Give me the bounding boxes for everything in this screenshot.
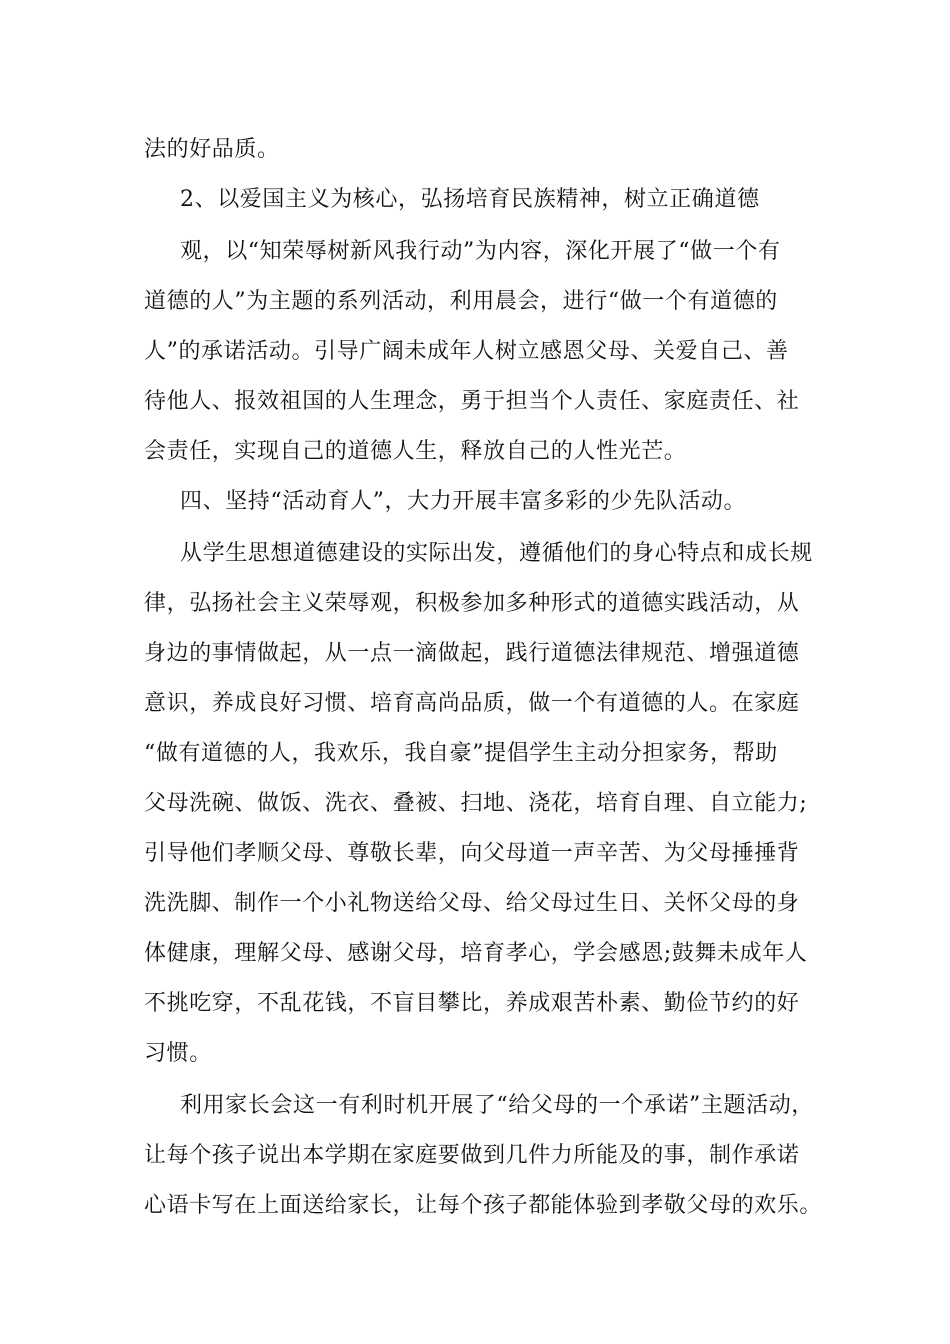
text-line: 让每个孩子说出本学期在家庭要做到几件力所能及的事，制作承诺	[144, 1143, 800, 1168]
text-line: 观，以“知荣辱树新风我行动”为内容，深化开展了“做一个有	[180, 239, 781, 264]
text-line: “做有道德的人，我欢乐，我自豪”提倡学生主动分担家务，帮助	[144, 741, 778, 766]
text-line: 律，弘扬社会主义荣辱观，积极参加多种形式的道德实践活动，从	[144, 591, 800, 616]
text-line: 心语卡写在上面送给家长，让每个孩子都能体验到孝敬父母的欢乐。	[144, 1193, 823, 1218]
text-line: 引导他们孝顺父母、尊敬长辈，向父母道一声辛苦、为父母捶捶背	[144, 841, 800, 866]
text-line: 人”的承诺活动。引导广阔未成年人树立感恩父母、关爱自己、善	[144, 339, 789, 364]
text-line: 法的好品质。	[144, 137, 280, 162]
text-line: 习惯。	[144, 1041, 212, 1066]
text-line: 父母洗碗、做饭、洗衣、叠被、扫地、浇花，培育自理、自立能力;	[144, 791, 808, 816]
text-line: 身边的事情做起，从一点一滴做起，践行道德法律规范、增强道德	[144, 641, 800, 666]
text-line: 利用家长会这一有利时机开展了“给父母的一个承诺”主题活动，	[180, 1093, 814, 1118]
text-line: 待他人、报效祖国的人生理念，勇于担当个人责任、家庭责任、社	[144, 389, 800, 414]
text-line: 从学生思想道德建设的实际出发，遵循他们的身心特点和成长规	[180, 541, 813, 566]
text-line: 不挑吃穿，不乱花钱，不盲目攀比，养成艰苦朴素、勤俭节约的好	[144, 991, 800, 1016]
text-line: 2、以爱国主义为核心，弘扬培育民族精神，树立正确道德	[180, 187, 760, 212]
text-line: 体健康，理解父母、感谢父母，培育孝心，学会感恩;鼓舞未成年人	[144, 941, 808, 966]
text-line: 意识，养成良好习惯、培育高尚品质，做一个有道德的人。在家庭	[144, 691, 800, 716]
section-heading: 四、坚持“活动育人”，大力开展丰富多彩的少先队活动。	[180, 489, 747, 514]
text-line: 道德的人”为主题的系列活动，利用晨会，进行“做一个有道德的	[144, 289, 778, 314]
text-line: 会责任，实现自己的道德人生，释放自己的人性光芒。	[144, 439, 687, 464]
text-line: 洗洗脚、制作一个小礼物送给父母、给父母过生日、关怀父母的身	[144, 891, 800, 916]
